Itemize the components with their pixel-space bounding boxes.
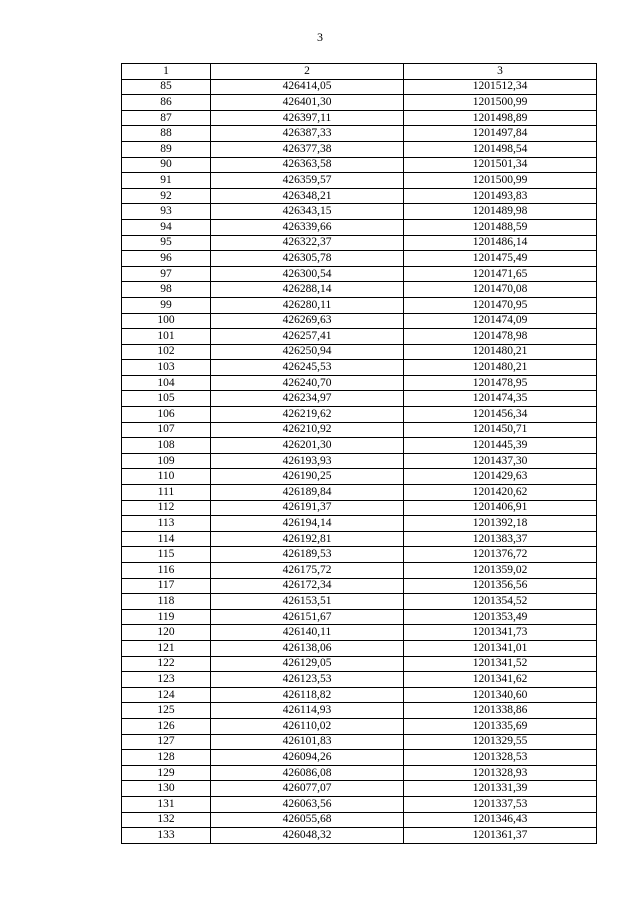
x-coordinate-cell: 426189,53 — [211, 547, 404, 563]
y-coordinate-cell: 1201486,14 — [404, 235, 597, 251]
x-coordinate-cell: 426269,63 — [211, 313, 404, 329]
x-coordinate-cell: 426118,82 — [211, 687, 404, 703]
point-number-cell: 101 — [122, 329, 211, 345]
table-row — [122, 687, 597, 703]
x-coordinate-cell: 426339,66 — [211, 219, 404, 235]
y-coordinate-cell: 1201341,01 — [404, 640, 597, 656]
x-coordinate-cell: 426086,08 — [211, 765, 404, 781]
table-row — [122, 640, 597, 656]
table-row — [122, 485, 597, 501]
point-number-cell: 87 — [122, 110, 211, 126]
y-coordinate-cell: 1201480,21 — [404, 344, 597, 360]
y-coordinate-cell: 1201474,09 — [404, 313, 597, 329]
y-coordinate-cell: 1201488,59 — [404, 219, 597, 235]
x-coordinate-cell: 426077,07 — [211, 781, 404, 797]
table-row — [122, 594, 597, 610]
y-coordinate-cell: 1201329,55 — [404, 734, 597, 750]
x-coordinate-cell: 426189,84 — [211, 485, 404, 501]
point-number-cell: 120 — [122, 625, 211, 641]
x-coordinate-cell: 426359,57 — [211, 173, 404, 189]
table-row — [122, 734, 597, 750]
point-number-cell: 86 — [122, 95, 211, 111]
x-coordinate-cell: 426190,25 — [211, 469, 404, 485]
point-number-cell: 97 — [122, 266, 211, 282]
x-coordinate-cell: 426343,15 — [211, 204, 404, 220]
y-coordinate-cell: 1201361,37 — [404, 828, 597, 844]
y-coordinate-cell: 1201450,71 — [404, 422, 597, 438]
y-coordinate-cell: 1201420,62 — [404, 485, 597, 501]
x-coordinate-cell: 426153,51 — [211, 594, 404, 610]
x-coordinate-cell: 426397,11 — [211, 110, 404, 126]
table-row — [122, 391, 597, 407]
y-coordinate-cell: 1201456,34 — [404, 407, 597, 423]
table-row — [122, 204, 597, 220]
y-coordinate-cell: 1201354,52 — [404, 594, 597, 610]
x-coordinate-cell: 426250,94 — [211, 344, 404, 360]
table-row — [122, 750, 597, 766]
y-coordinate-cell: 1201470,95 — [404, 297, 597, 313]
y-coordinate-cell: 1201498,89 — [404, 110, 597, 126]
y-coordinate-cell: 1201478,95 — [404, 375, 597, 391]
table-row — [122, 282, 597, 298]
y-coordinate-cell: 1201489,98 — [404, 204, 597, 220]
point-number-cell: 94 — [122, 219, 211, 235]
point-number-cell: 109 — [122, 453, 211, 469]
point-number-cell: 119 — [122, 609, 211, 625]
point-number-cell: 99 — [122, 297, 211, 313]
table-row — [122, 609, 597, 625]
point-number-cell: 85 — [122, 79, 211, 95]
x-coordinate-cell: 426101,83 — [211, 734, 404, 750]
point-number-cell: 116 — [122, 563, 211, 579]
table-header-row — [122, 64, 597, 80]
table-row — [122, 375, 597, 391]
point-number-cell: 90 — [122, 157, 211, 173]
y-coordinate-cell: 1201512,34 — [404, 79, 597, 95]
y-coordinate-cell: 1201353,49 — [404, 609, 597, 625]
table-row — [122, 718, 597, 734]
table-row — [122, 656, 597, 672]
y-coordinate-cell: 1201493,83 — [404, 188, 597, 204]
x-coordinate-cell: 426234,97 — [211, 391, 404, 407]
x-coordinate-cell: 426114,93 — [211, 703, 404, 719]
table-row — [122, 500, 597, 516]
x-coordinate-cell: 426387,33 — [211, 126, 404, 142]
point-number-cell: 105 — [122, 391, 211, 407]
y-coordinate-cell: 1201341,52 — [404, 656, 597, 672]
point-number-cell: 98 — [122, 282, 211, 298]
x-coordinate-cell: 426172,34 — [211, 578, 404, 594]
point-number-cell: 102 — [122, 344, 211, 360]
x-coordinate-cell: 426401,30 — [211, 95, 404, 111]
y-coordinate-cell: 1201501,34 — [404, 157, 597, 173]
point-number-cell: 113 — [122, 516, 211, 532]
table-row — [122, 360, 597, 376]
point-number-cell: 88 — [122, 126, 211, 142]
x-coordinate-cell: 426210,92 — [211, 422, 404, 438]
table-row — [122, 812, 597, 828]
point-number-cell: 130 — [122, 781, 211, 797]
table-row — [122, 235, 597, 251]
table-row — [122, 563, 597, 579]
point-number-cell: 126 — [122, 718, 211, 734]
point-number-cell: 122 — [122, 656, 211, 672]
x-coordinate-cell: 426140,11 — [211, 625, 404, 641]
x-coordinate-cell: 426110,02 — [211, 718, 404, 734]
x-coordinate-cell: 426377,38 — [211, 141, 404, 157]
point-number-cell: 127 — [122, 734, 211, 750]
x-coordinate-cell: 426414,05 — [211, 79, 404, 95]
table-row — [122, 266, 597, 282]
x-coordinate-cell: 426129,05 — [211, 656, 404, 672]
table-row — [122, 344, 597, 360]
x-coordinate-cell: 426245,53 — [211, 360, 404, 376]
x-coordinate-cell: 426175,72 — [211, 563, 404, 579]
table-row — [122, 547, 597, 563]
table-row — [122, 219, 597, 235]
y-coordinate-cell: 1201470,08 — [404, 282, 597, 298]
table-row — [122, 828, 597, 844]
table-row — [122, 672, 597, 688]
point-number-cell: 129 — [122, 765, 211, 781]
x-coordinate-cell: 426063,56 — [211, 796, 404, 812]
y-coordinate-cell: 1201328,53 — [404, 750, 597, 766]
x-coordinate-cell: 426151,67 — [211, 609, 404, 625]
point-number-cell: 123 — [122, 672, 211, 688]
x-coordinate-cell: 426288,14 — [211, 282, 404, 298]
y-coordinate-cell: 1201406,91 — [404, 500, 597, 516]
table-body — [122, 79, 597, 843]
y-coordinate-cell: 1201500,99 — [404, 95, 597, 111]
x-coordinate-cell: 426363,58 — [211, 157, 404, 173]
x-coordinate-cell: 426094,26 — [211, 750, 404, 766]
point-number-cell: 111 — [122, 485, 211, 501]
point-number-cell: 93 — [122, 204, 211, 220]
x-coordinate-cell: 426201,30 — [211, 438, 404, 454]
table-row — [122, 95, 597, 111]
y-coordinate-cell: 1201340,60 — [404, 687, 597, 703]
column-header-1: 1 — [122, 64, 211, 80]
y-coordinate-cell: 1201478,98 — [404, 329, 597, 345]
y-coordinate-cell: 1201383,37 — [404, 531, 597, 547]
x-coordinate-cell: 426192,81 — [211, 531, 404, 547]
point-number-cell: 89 — [122, 141, 211, 157]
y-coordinate-cell: 1201337,53 — [404, 796, 597, 812]
x-coordinate-cell: 426300,54 — [211, 266, 404, 282]
point-number-cell: 106 — [122, 407, 211, 423]
table-row — [122, 625, 597, 641]
y-coordinate-cell: 1201359,02 — [404, 563, 597, 579]
table-row — [122, 516, 597, 532]
table-row — [122, 407, 597, 423]
point-number-cell: 91 — [122, 173, 211, 189]
y-coordinate-cell: 1201471,65 — [404, 266, 597, 282]
table-row — [122, 531, 597, 547]
x-coordinate-cell: 426055,68 — [211, 812, 404, 828]
table-row — [122, 329, 597, 345]
point-number-cell: 96 — [122, 251, 211, 267]
point-number-cell: 117 — [122, 578, 211, 594]
table-row — [122, 157, 597, 173]
point-number-cell: 100 — [122, 313, 211, 329]
table-row — [122, 297, 597, 313]
y-coordinate-cell: 1201331,39 — [404, 781, 597, 797]
table-row — [122, 126, 597, 142]
x-coordinate-cell: 426305,78 — [211, 251, 404, 267]
x-coordinate-cell: 426280,11 — [211, 297, 404, 313]
y-coordinate-cell: 1201346,43 — [404, 812, 597, 828]
x-coordinate-cell: 426191,37 — [211, 500, 404, 516]
table-row — [122, 796, 597, 812]
x-coordinate-cell: 426240,70 — [211, 375, 404, 391]
table-row — [122, 703, 597, 719]
table-row — [122, 188, 597, 204]
point-number-cell: 125 — [122, 703, 211, 719]
y-coordinate-cell: 1201356,56 — [404, 578, 597, 594]
y-coordinate-cell: 1201497,84 — [404, 126, 597, 142]
y-coordinate-cell: 1201480,21 — [404, 360, 597, 376]
table-row — [122, 438, 597, 454]
table-row — [122, 313, 597, 329]
table-row — [122, 79, 597, 95]
table-row — [122, 110, 597, 126]
point-number-cell: 108 — [122, 438, 211, 454]
x-coordinate-cell: 426322,37 — [211, 235, 404, 251]
point-number-cell: 132 — [122, 812, 211, 828]
point-number-cell: 114 — [122, 531, 211, 547]
point-number-cell: 133 — [122, 828, 211, 844]
table-row — [122, 578, 597, 594]
point-number-cell: 131 — [122, 796, 211, 812]
y-coordinate-cell: 1201392,18 — [404, 516, 597, 532]
point-number-cell: 95 — [122, 235, 211, 251]
y-coordinate-cell: 1201475,49 — [404, 251, 597, 267]
table-row — [122, 765, 597, 781]
point-number-cell: 118 — [122, 594, 211, 610]
point-number-cell: 128 — [122, 750, 211, 766]
point-number-cell: 124 — [122, 687, 211, 703]
x-coordinate-cell: 426219,62 — [211, 407, 404, 423]
table-row — [122, 469, 597, 485]
y-coordinate-cell: 1201498,54 — [404, 141, 597, 157]
y-coordinate-cell: 1201341,62 — [404, 672, 597, 688]
table-row — [122, 781, 597, 797]
table-row — [122, 141, 597, 157]
y-coordinate-cell: 1201474,35 — [404, 391, 597, 407]
column-header-2: 2 — [211, 64, 404, 80]
table-row — [122, 453, 597, 469]
x-coordinate-cell: 426138,06 — [211, 640, 404, 656]
x-coordinate-cell: 426257,41 — [211, 329, 404, 345]
y-coordinate-cell: 1201500,99 — [404, 173, 597, 189]
point-number-cell: 92 — [122, 188, 211, 204]
coordinates-table — [121, 63, 597, 844]
x-coordinate-cell: 426048,32 — [211, 828, 404, 844]
point-number-cell: 104 — [122, 375, 211, 391]
y-coordinate-cell: 1201328,93 — [404, 765, 597, 781]
x-coordinate-cell: 426123,53 — [211, 672, 404, 688]
y-coordinate-cell: 1201338,86 — [404, 703, 597, 719]
point-number-cell: 110 — [122, 469, 211, 485]
table-row — [122, 422, 597, 438]
point-number-cell: 121 — [122, 640, 211, 656]
x-coordinate-cell: 426348,21 — [211, 188, 404, 204]
y-coordinate-cell: 1201429,63 — [404, 469, 597, 485]
y-coordinate-cell: 1201437,30 — [404, 453, 597, 469]
point-number-cell: 115 — [122, 547, 211, 563]
y-coordinate-cell: 1201341,73 — [404, 625, 597, 641]
point-number-cell: 107 — [122, 422, 211, 438]
table-row — [122, 251, 597, 267]
x-coordinate-cell: 426193,93 — [211, 453, 404, 469]
y-coordinate-cell: 1201376,72 — [404, 547, 597, 563]
column-header-3: 3 — [404, 64, 597, 80]
point-number-cell: 112 — [122, 500, 211, 516]
y-coordinate-cell: 1201335,69 — [404, 718, 597, 734]
point-number-cell: 103 — [122, 360, 211, 376]
page-number: 3 — [317, 30, 323, 44]
table-row — [122, 173, 597, 189]
y-coordinate-cell: 1201445,39 — [404, 438, 597, 454]
x-coordinate-cell: 426194,14 — [211, 516, 404, 532]
